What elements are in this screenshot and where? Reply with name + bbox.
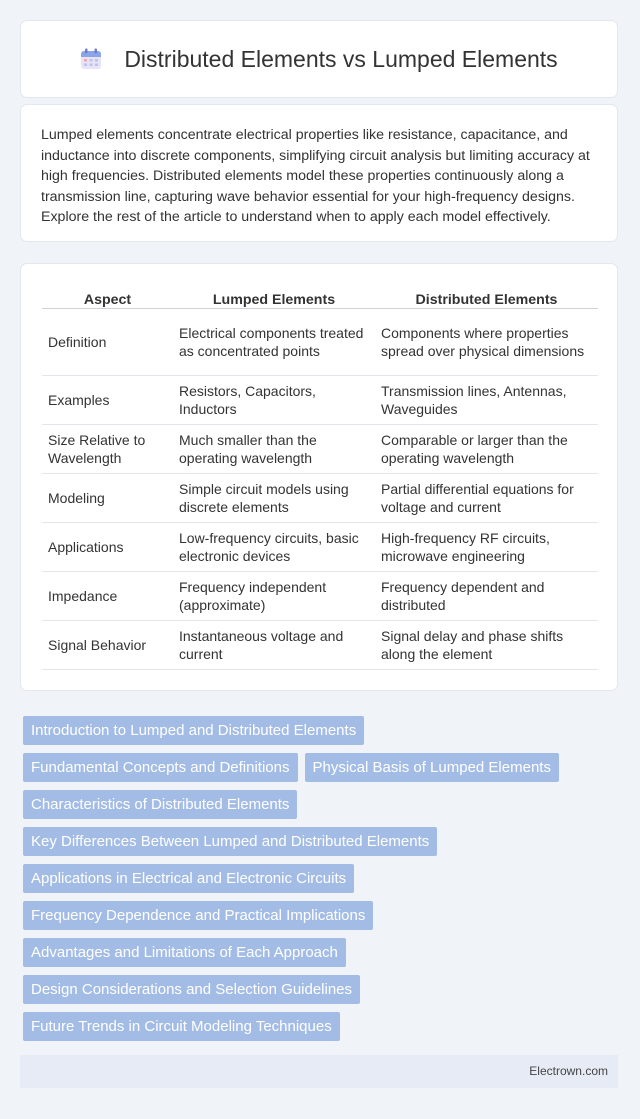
topic-row [23,753,613,782]
topic-row [23,901,613,930]
topic-tag-fundamental-concepts[interactable]: Fundamental Concepts and Definitions [23,753,298,782]
page-title: Distributed Elements vs Lumped Elements [124,45,558,72]
topic-row [23,716,613,745]
row-distributed: High-frequency RF circuits, microwave engineering [375,523,598,572]
row-lumped: Frequency independent (approximate) [173,572,375,621]
table-header-row [42,285,598,309]
row-aspect: Examples [42,376,173,425]
intro-paragraph: Lumped elements concentrate electrical properties like resistance, capacitance, and inductance into discrete components, simplifying circuit analysis but limiting accuracy at high frequencies. Distributed elements model these properties continuously along a transmission line, capturing wave behavior essential for your high-frequency designs. Explore the rest of the article to understand when to apply each model effectively. [41,127,590,225]
row-distributed: Partial differential equations for voltage and current [375,474,598,523]
topic-tag-applications[interactable]: Applications in Electrical and Electronic Circuits [23,864,354,893]
topic-tag-future-trends[interactable]: Future Trends in Circuit Modeling Techniques [23,1012,340,1041]
topic-row [23,975,613,1004]
row-distributed: Comparable or larger than the operating wavelength [375,425,598,474]
comparison-table-card [20,263,618,691]
row-lumped: Low-frequency circuits, basic electronic devices [173,523,375,572]
table-row [42,621,598,670]
row-aspect: Size Relative to Wavelength [42,425,173,474]
row-aspect: Signal Behavior [42,621,173,670]
header-distributed: Distributed Elements [375,285,598,309]
topic-row [23,790,613,819]
topic-row [23,938,613,967]
topic-row [23,864,613,893]
row-distributed: Frequency dependent and distributed [375,572,598,621]
topic-tag-characteristics[interactable]: Characteristics of Distributed Elements [23,790,297,819]
row-lumped: Electrical components treated as concentrated points [173,309,375,376]
table-row [42,376,598,425]
topic-tag-introduction[interactable]: Introduction to Lumped and Distributed Elements [23,716,364,745]
calendar-icon [80,48,102,70]
row-lumped: Resistors, Capacitors, Inductors [173,376,375,425]
table-row [42,474,598,523]
row-distributed: Transmission lines, Antennas, Waveguides [375,376,598,425]
topic-tag-advantages-limitations[interactable]: Advantages and Limitations of Each Approach [23,938,346,967]
footer-site-link[interactable]: Electrown.com [529,1064,608,1078]
table-row [42,572,598,621]
table-row [42,523,598,572]
row-aspect: Impedance [42,572,173,621]
topic-tag-frequency-dependence[interactable]: Frequency Dependence and Practical Implications [23,901,373,930]
topic-tag-key-differences[interactable]: Key Differences Between Lumped and Distributed Elements [23,827,437,856]
row-aspect: Modeling [42,474,173,523]
header-lumped: Lumped Elements [173,285,375,309]
footer [20,1055,618,1088]
intro-card [20,104,618,242]
row-distributed: Signal delay and phase shifts along the element [375,621,598,670]
topic-tag-design-considerations[interactable]: Design Considerations and Selection Guidelines [23,975,360,1004]
row-lumped: Much smaller than the operating wavelength [173,425,375,474]
row-lumped: Instantaneous voltage and current [173,621,375,670]
comparison-table [42,285,598,670]
topic-tag-physical-basis[interactable]: Physical Basis of Lumped Elements [305,753,559,782]
row-lumped: Simple circuit models using discrete elements [173,474,375,523]
table-row [42,425,598,474]
topic-row [23,1012,613,1041]
header-card [20,20,618,98]
topic-row [23,827,613,856]
row-aspect: Applications [42,523,173,572]
topic-tags [23,716,613,1049]
table-row [42,309,598,376]
row-aspect: Definition [42,309,173,376]
header-aspect: Aspect [42,285,173,309]
row-distributed: Components where properties spread over physical dimensions [375,309,598,376]
